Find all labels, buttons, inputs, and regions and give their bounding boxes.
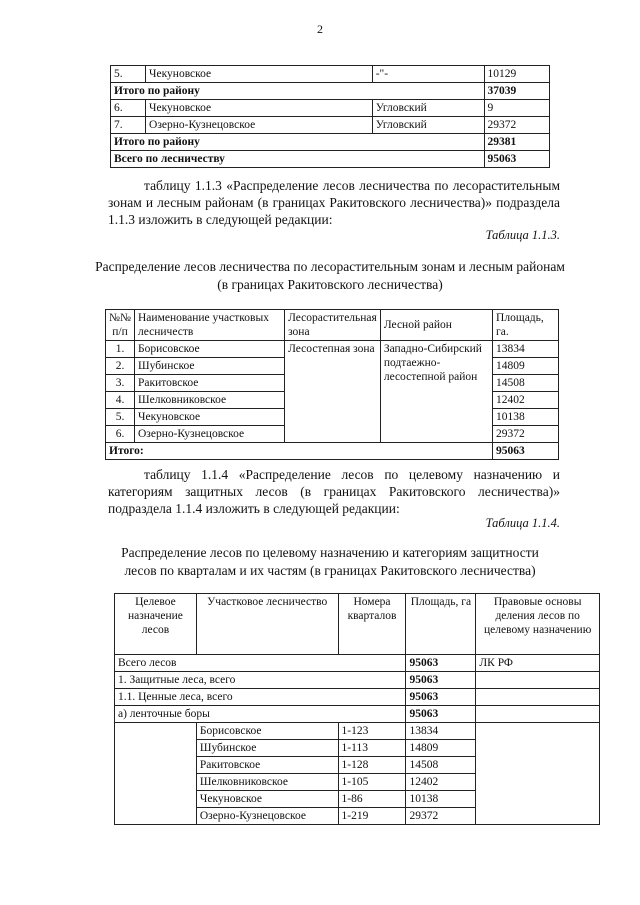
- total-value: 95063: [493, 443, 559, 460]
- cell-num: 4.: [106, 392, 135, 409]
- cell-num: 7.: [111, 117, 146, 134]
- cell-area: 13834: [406, 723, 476, 740]
- page-number: 2: [317, 22, 323, 36]
- subtotal-value: 37039: [484, 83, 549, 100]
- cell-area: 29372: [484, 117, 549, 134]
- table-row-total: [106, 443, 559, 460]
- table-summary-row: [115, 689, 600, 706]
- header-forestry: Участковое лесничество: [196, 594, 338, 655]
- cell-quarters: 1-219: [338, 808, 406, 825]
- table-row: [106, 341, 559, 358]
- summary-legal: [476, 706, 600, 723]
- cell-area: 14508: [493, 375, 559, 392]
- cell-quarters: 1-113: [338, 740, 406, 757]
- total-label: Итого:: [106, 443, 493, 460]
- header-name: Наименование участковых лесничеств: [135, 310, 285, 341]
- header-purpose: Целевое назначение лесов: [115, 594, 197, 655]
- heading-1-line-1: Распределение лесов лесничества по лесорастительным зонам и лесным районам: [95, 259, 565, 274]
- cell-area: 10129: [484, 66, 549, 83]
- cell-name: Чекуновское: [146, 66, 373, 83]
- cell-region: Угловский: [372, 117, 484, 134]
- summary-area: 95063: [406, 706, 476, 723]
- cell-quarters: 1-86: [338, 791, 406, 808]
- cell-name: Шелковниковское: [135, 392, 285, 409]
- cell-forestry: Шубинское: [196, 740, 338, 757]
- summary-label: а) ленточные боры: [115, 706, 406, 723]
- cell-region: -"-: [372, 66, 484, 83]
- cell-num: 3.: [106, 375, 135, 392]
- heading-2-line-2: лесов по кварталам и их частям (в границах Ракитовского лесничества): [124, 563, 536, 578]
- cell-zone: Лесостепная зона: [285, 341, 381, 443]
- table-row-subtotal: [111, 83, 550, 100]
- table-row: [111, 66, 550, 83]
- table-summary-row: [115, 672, 600, 689]
- table-top: [110, 65, 550, 168]
- header-num: №№ п/п: [106, 310, 135, 341]
- summary-legal: [476, 689, 600, 706]
- header-quarters: Номера кварталов: [338, 594, 406, 655]
- table-summary-row: [115, 706, 600, 723]
- table-113-label: Таблица 1.1.3.: [485, 228, 560, 242]
- cell-area: 14508: [406, 757, 476, 774]
- cell-area: 14809: [493, 358, 559, 375]
- table-summary-row: [115, 655, 600, 672]
- header-zone: Лесорастительная зона: [285, 310, 381, 341]
- cell-name: Озерно-Кузнецовское: [146, 117, 373, 134]
- table-114-label: Таблица 1.1.4.: [485, 516, 560, 530]
- table-row: [111, 117, 550, 134]
- summary-area: 95063: [406, 689, 476, 706]
- cell-area: 10138: [493, 409, 559, 426]
- subtotal-label: Итого по району: [111, 83, 485, 100]
- cell-name: Борисовское: [135, 341, 285, 358]
- summary-area: 95063: [406, 672, 476, 689]
- header-area: Площадь, га.: [493, 310, 559, 341]
- cell-area: 9: [484, 100, 549, 117]
- cell-name: Чекуновское: [146, 100, 373, 117]
- cell-num: 6.: [111, 100, 146, 117]
- total-label: Всего по лесничеству: [111, 151, 485, 168]
- summary-label: Всего лесов: [115, 655, 406, 672]
- table-114: [114, 593, 600, 825]
- cell-area: 12402: [406, 774, 476, 791]
- header-region: Лесной район: [380, 310, 492, 341]
- cell-num: 2.: [106, 358, 135, 375]
- cell-name: Чекуновское: [135, 409, 285, 426]
- cell-forestry: Чекуновское: [196, 791, 338, 808]
- cell-quarters: 1-123: [338, 723, 406, 740]
- subtotal-value: 29381: [484, 134, 549, 151]
- table-row: [111, 100, 550, 117]
- paragraph-1: таблицу 1.1.3 «Распределение лесов лесничества по лесорастительным зонам и лесным районам (в границах Ракитовского лесничества)» подраздела 1.1.3 изложить в следующей редакции:: [108, 178, 560, 227]
- cell-area: 13834: [493, 341, 559, 358]
- cell-quarters: 1-105: [338, 774, 406, 791]
- header-legal: Правовые основы деления лесов по целевому назначению: [476, 594, 600, 655]
- cell-region: Угловский: [372, 100, 484, 117]
- cell-forestry: Борисовское: [196, 723, 338, 740]
- summary-legal: ЛК РФ: [476, 655, 600, 672]
- summary-label: 1.1. Ценные леса, всего: [115, 689, 406, 706]
- summary-label: 1. Защитные леса, всего: [115, 672, 406, 689]
- cell-name: Шубинское: [135, 358, 285, 375]
- summary-area: 95063: [406, 655, 476, 672]
- cell-area: 12402: [493, 392, 559, 409]
- table-row: [115, 723, 600, 740]
- cell-area: 29372: [406, 808, 476, 825]
- table-header-row: [115, 594, 600, 655]
- cell-forestry: Ракитовское: [196, 757, 338, 774]
- paragraph-2: таблицу 1.1.4 «Распределение лесов по целевому назначению и категориям защитных лесов (в границах Ракитовского лесничества)» подраздела 1.1.4 изложить в следующей редакции:: [108, 467, 560, 516]
- cell-region: Западно-Сибирский подтаежно-лесостепной район: [380, 341, 492, 443]
- cell-quarters: 1-128: [338, 757, 406, 774]
- cell-area: 10138: [406, 791, 476, 808]
- cell-purpose-empty: [115, 723, 197, 825]
- cell-forestry: Шелковниковское: [196, 774, 338, 791]
- cell-name: Озерно-Кузнецовское: [135, 426, 285, 443]
- cell-num: 6.: [106, 426, 135, 443]
- cell-num: 1.: [106, 341, 135, 358]
- heading-2-line-1: Распределение лесов по целевому назначению и категориям защитности: [121, 545, 539, 560]
- summary-legal: [476, 672, 600, 689]
- cell-num: 5.: [106, 409, 135, 426]
- heading-1-line-2: (в границах Ракитовского лесничества): [217, 277, 443, 292]
- total-value: 95063: [484, 151, 549, 168]
- table-113: [105, 309, 559, 460]
- cell-forestry: Озерно-Кузнецовское: [196, 808, 338, 825]
- table-header-row: [106, 310, 559, 341]
- header-area: Площадь, га: [406, 594, 476, 655]
- subtotal-label: Итого по району: [111, 134, 485, 151]
- table-row-subtotal: [111, 134, 550, 151]
- table-row-total: [111, 151, 550, 168]
- cell-name: Ракитовское: [135, 375, 285, 392]
- cell-area: 29372: [493, 426, 559, 443]
- cell-legal-empty: [476, 723, 600, 825]
- cell-area: 14809: [406, 740, 476, 757]
- cell-num: 5.: [111, 66, 146, 83]
